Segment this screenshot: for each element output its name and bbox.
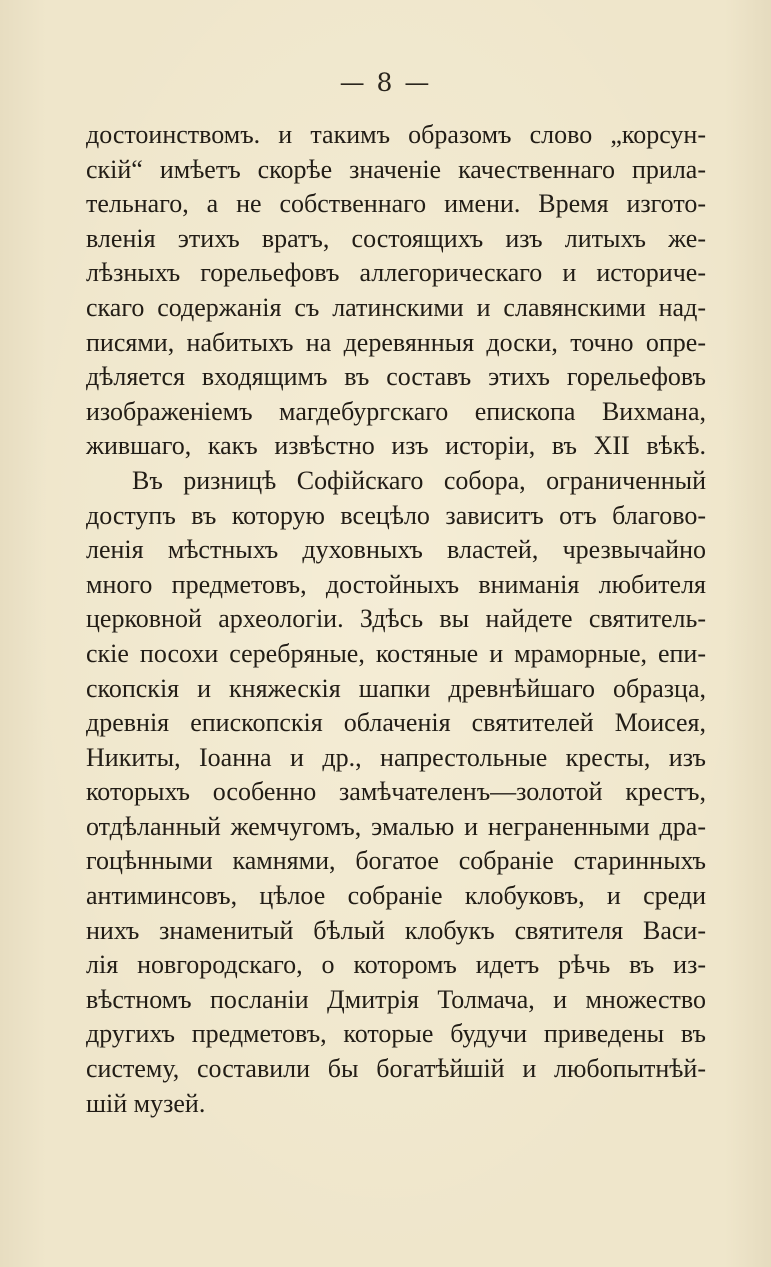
text-line: шій музей. bbox=[86, 1088, 206, 1118]
text-line: гоцѣнными камнями, богатое собраніе старинныхъ bbox=[86, 846, 706, 876]
text-line: скаго содержанія съ латинскими и славянскими над- bbox=[86, 292, 706, 322]
text-line: тельнаго, а не собственнаго имени. Время изгото- bbox=[86, 189, 706, 219]
text-line: отдѣланный жемчугомъ, эмалью и неграненными дра- bbox=[86, 811, 706, 841]
text-line: другихъ предметовъ, которые будучи приведены въ bbox=[86, 1019, 706, 1049]
text-line: дѣляется входящимъ въ составъ этихъ горельефовъ bbox=[86, 362, 706, 392]
text-line: писями, набитыхъ на деревянныя доски, точно опре- bbox=[86, 327, 706, 357]
text-line: Въ ризницѣ Софійскаго собора, ограниченный bbox=[132, 465, 706, 495]
text-line: ленія мѣстныхъ духовныхъ властей, чрезвычайно bbox=[86, 535, 706, 565]
text-line: которыхъ особенно замѣчателенъ—золотой крестъ, bbox=[86, 777, 706, 807]
text-line: доступъ въ которую всецѣло зависитъ отъ благово- bbox=[86, 500, 706, 530]
text-line: скіе посохи серебряные, костяные и мраморные, епи- bbox=[86, 638, 706, 668]
text-line: вѣстномъ посланіи Дмитрія Толмача, и множество bbox=[86, 984, 706, 1014]
text-line: древнія епископскія облаченія святителей Моисея, bbox=[86, 708, 706, 738]
text-line: лія новгородскаго, о которомъ идетъ рѣчь въ из- bbox=[86, 950, 706, 980]
body-text bbox=[86, 118, 706, 1121]
text-line: скій“ имѣетъ скорѣе значеніе качественнаго прила- bbox=[86, 154, 706, 184]
text-line: скопскія и княжескія шапки древнѣйшаго образца, bbox=[86, 673, 706, 703]
text-line: достоинствомъ. и такимъ образомъ слово „корсун- bbox=[86, 120, 706, 149]
text-line: лѣзныхъ горельефовъ аллегорическаго и историче- bbox=[86, 258, 706, 288]
text-line: систему, составили бы богатѣйшій и любопытнѣй- bbox=[86, 1054, 706, 1084]
text-line: антиминсовъ, цѣлое собраніе клобуковъ, и среди bbox=[86, 881, 706, 911]
text-line: изображеніемъ магдебургскаго епископа Вихмана, bbox=[86, 396, 706, 426]
text-line: нихъ знаменитый бѣлый клобукъ святителя Васи- bbox=[86, 915, 706, 945]
text-line: много предметовъ, достойныхъ вниманія любителя bbox=[86, 569, 706, 599]
text-line: жившаго, какъ извѣстно изъ исторіи, въ XII вѣкѣ. bbox=[86, 431, 706, 461]
text-line: церковной археологіи. Здѣсь вы найдете святитель- bbox=[86, 604, 706, 634]
page-number: — 8 — bbox=[339, 68, 432, 97]
text-line: Никиты, Іоанна и др., напрестольные кресты, изъ bbox=[86, 742, 706, 772]
text-line: вленія этихъ вратъ, состоящихъ изъ литыхъ же- bbox=[86, 223, 706, 253]
